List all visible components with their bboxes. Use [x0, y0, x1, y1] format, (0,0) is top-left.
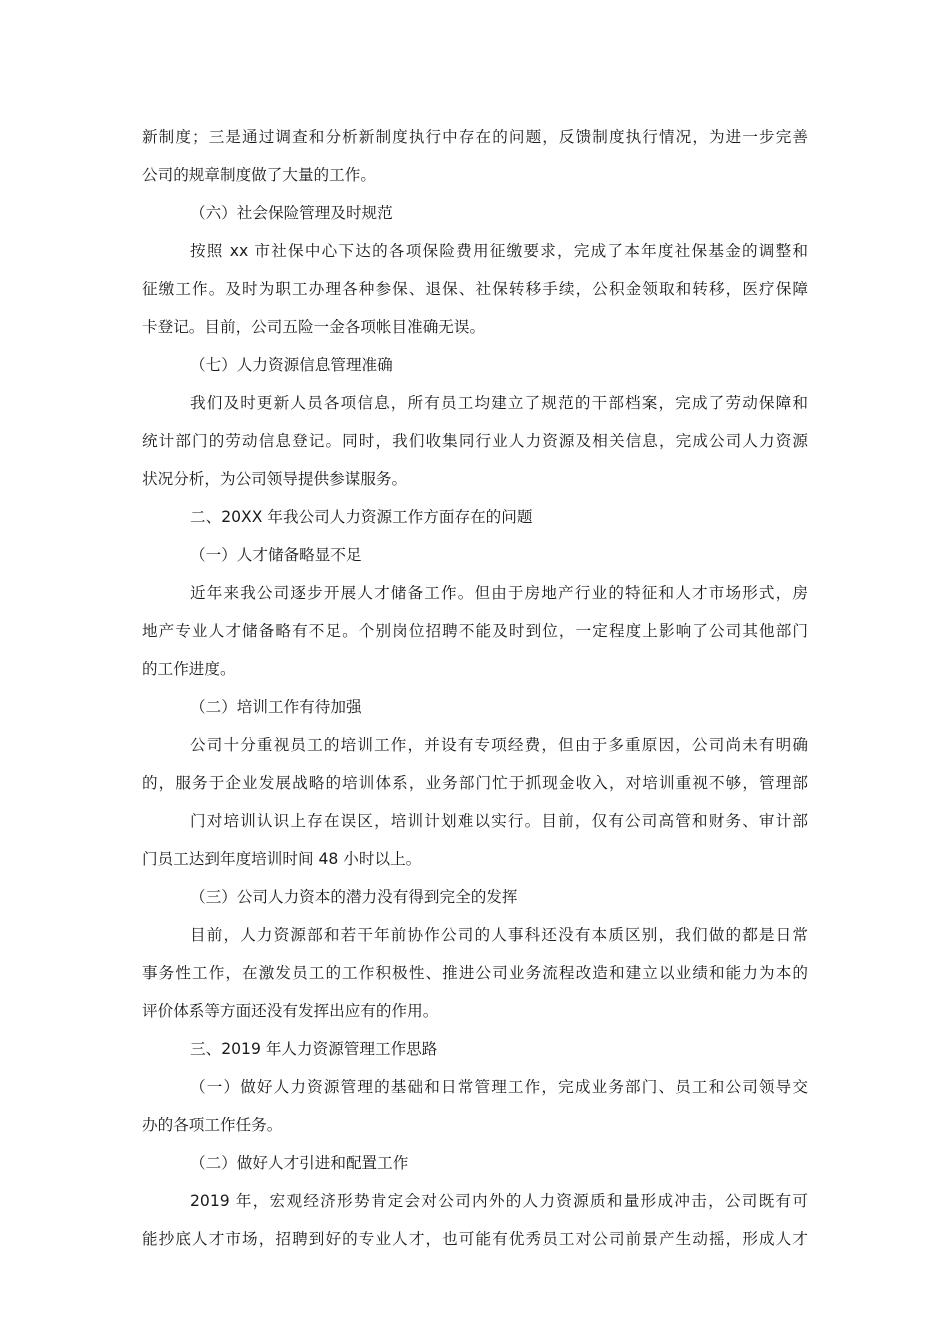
text-line: 新制度；三是通过调查和分析新制度执行中存在的问题，反馈制度执行情况，为进一步完善: [142, 128, 808, 146]
text-line: 门对培训认识上存在误区，培训计划难以实行。目前，仅有公司高管和财务、审计部: [190, 812, 808, 830]
text-line: 征缴工作。及时为职工办理各种参保、退保、社保转移手续，公积金领取和转移，医疗保障: [142, 280, 808, 298]
text-line: 评价体系等方面还没有发挥出应有的作用。: [142, 1002, 439, 1020]
text-line: 目前，人力资源部和若干年前协作公司的人事科还没有本质区别，我们做的都是日常: [190, 926, 808, 944]
body-text: [142, 118, 808, 1258]
text-line: 能抄底人才市场，招聘到好的专业人才，也可能有优秀员工对公司前景产生动摇，形成人才: [142, 1230, 808, 1248]
text-line: 近年来我公司逐步开展人才储备工作。但由于房地产行业的特征和人才市场形式，房: [190, 584, 808, 602]
text-line: 办的各项工作任务。: [142, 1116, 283, 1134]
text-line: 的，服务于企业发展战略的培训体系，业务部门忙于抓现金收入，对培训重视不够，管理部: [142, 774, 808, 792]
text-line: 门员工达到年度培训时间 48 小时以上。: [142, 850, 422, 868]
text-line: 我们及时更新人员各项信息，所有员工均建立了规范的干部档案，完成了劳动保障和: [190, 394, 808, 412]
text-line: 事务性工作，在激发员工的工作积极性、推进公司业务流程改造和建立以业绩和能力为本的: [142, 964, 808, 982]
text-line: （一）做好人力资源管理的基础和日常管理工作，完成业务部门、员工和公司领导交: [190, 1078, 808, 1096]
text-line: （六）社会保险管理及时规范: [190, 204, 393, 222]
text-line: （二）做好人才引进和配置工作: [190, 1154, 409, 1172]
text-line: （三）公司人力资本的潜力没有得到完全的发挥: [190, 888, 518, 906]
text-line: 二、20XX 年我公司人力资源工作方面存在的问题: [190, 508, 533, 526]
text-line: 三、2019 年人力资源管理工作思路: [190, 1040, 438, 1058]
text-line: 公司的规章制度做了大量的工作。: [142, 166, 376, 184]
text-line: 统计部门的劳动信息登记。同时，我们收集同行业人力资源及相关信息，完成公司人力资源: [142, 432, 808, 450]
text-line: 2019 年，宏观经济形势肯定会对公司内外的人力资源质和量形成冲击，公司既有可: [190, 1192, 808, 1210]
text-line: （一）人才储备略显不足: [190, 546, 362, 564]
text-line: 状况分析，为公司领导提供参谋服务。: [142, 470, 408, 488]
text-line: 公司十分重视员工的培训工作，并设有专项经费，但由于多重原因，公司尚未有明确: [190, 736, 808, 754]
text-line: 按照 xx 市社保中心下达的各项保险费用征缴要求，完成了本年度社保基金的调整和: [190, 242, 808, 260]
text-line: 卡登记。目前，公司五险一金各项帐目准确无误。: [142, 318, 486, 336]
text-line: （二）培训工作有待加强: [190, 698, 362, 716]
text-line: （七）人力资源信息管理准确: [190, 356, 393, 374]
text-line: 地产专业人才储备略有不足。个别岗位招聘不能及时到位，一定程度上影响了公司其他部门: [142, 622, 808, 640]
text-line: 的工作进度。: [142, 660, 236, 678]
